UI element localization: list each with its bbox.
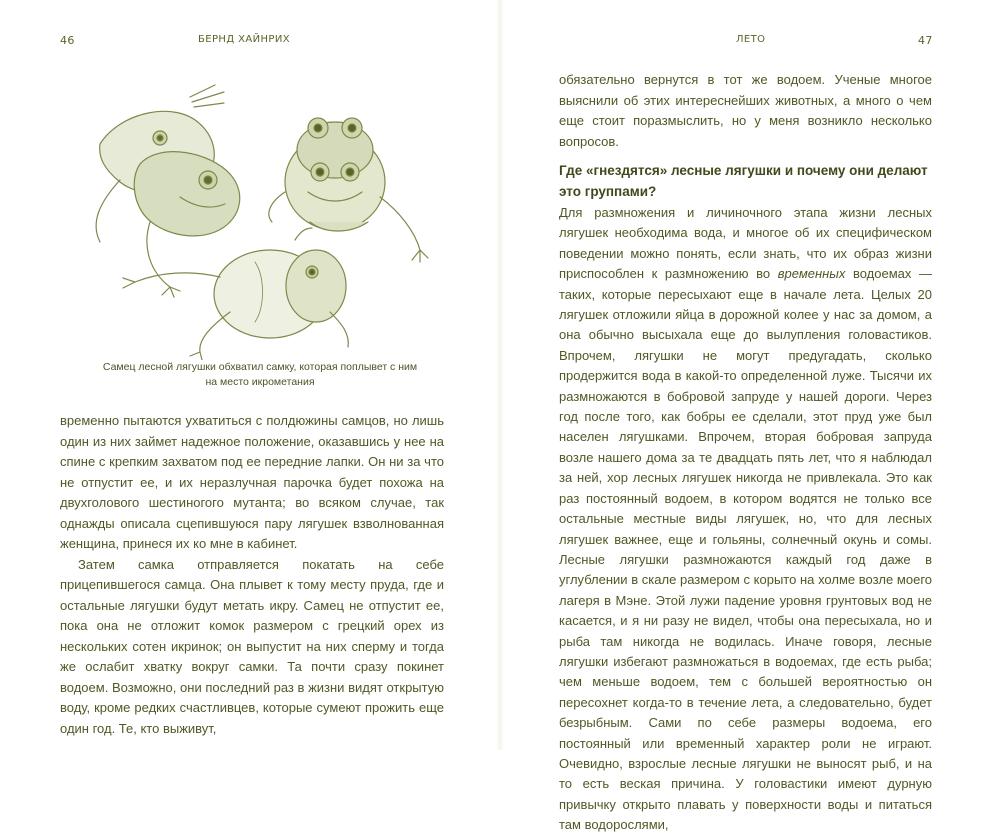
page-number-right: 47 bbox=[918, 34, 933, 47]
left-body-text bbox=[60, 411, 444, 739]
left-paragraph-1: временно пытаются ухватиться с полдюжины самцов, но лишь один из них займет надежное положение, оказавшись у нее на спине с крепким захватом под ее передние лапки. Он ни за что не отпустит ее, и их неразлучная парочка будет похожа на двухголового шестиногого мутанта; во всяком случае, так однажды описала сцепившуюся пару лягушек взволнованная женщина, принеся их ко мне в кабинет. bbox=[60, 413, 444, 551]
figure-caption: Самец лесной лягушки обхватил самку, которая поплывет с ним на место икрометания bbox=[102, 361, 418, 388]
frog-pair-sketch-bottom bbox=[123, 228, 348, 360]
left-paragraph-2: Затем самка отправляется покатать на себе прицепившегося самца. Она плывет к тому месту пруда, где и остальные лягушки будут метать икру. Самец не отпустит ее, пока она не отложит комок размером с грецкий орех из нескольких сотен икринок; он выпустит на них сперму и тогда же ослабит хватку вокруг самки. Та почти сразу покинет водоем. Возможно, они последний раз в жизни видят открытую воду, кроме редких счастливцев, которые сумеют прожить еще один год. Те, кто выживут, bbox=[60, 556, 444, 736]
main-text-part-2: водоемах — таких, которые пересыхают еще в начале лета. Целых 20 лягушек отложили яйца в дорожной колее у нас за домом, а она обычно высыхала еще до вылупления головастиков. Впрочем, лягушки не могут предугадать, сколько продержится вода в какой-то определенной луже. Тысячи их размножаются в бобровой запруде у нашей дороги. Через год после того, как бобры ее сделали, этот пруд уже был населен лягушками. Впрочем, вторая бобровая запруда возле нашего дома за те двадцать пять лет, что я наблюдал за ней, хор лесных лягушек никогда не привлекала. Это как раз постоянный водоем, в котором водятся не только все остальные местные виды лягушек, но, что для лесных лягушек важнее, еще и гольяны, солнечный окунь и сомы. Лесные лягушки размножаются каждый год даже в углублении в скале размером с корыто на холме возле моего лагеря в Мэне. Этой лужи падение уровня грунтовых вод не касается, и я ни разу не видел, чтобы она пересыхала, но и рыба там никогда не водилась. Иначе говоря, лесные лягушки избегают размножаться в водоемах, где есть рыба; чем меньше водоем, тем с большей вероятностью он пересохнет когда-то в течение лета, а следовательно, будет безрыбным. Сами по себе размеры водоема, его постоянный или временный характер роли не играют. Очевидно, взрослые лесные лягушки не выносят рыб, и на то есть веская причина. У головастики имеют дурную привычку открыто плавать у поверхности воды и питаться там водорослями, bbox=[559, 266, 932, 833]
main-text-part-1: Для размножения и личиночного этапа жизни лесных лягушек необходима вода, и многое об их специфическом поведении можно понять, если знать, что их образ жизни приспособлен к размножению во bbox=[559, 205, 932, 282]
running-head-chapter: ЛЕТО bbox=[736, 34, 766, 45]
section-heading: Где «гнездятся» лесные лягушки и почему они делают это группами? bbox=[559, 163, 928, 199]
frog-pair-sketch-right bbox=[269, 118, 428, 262]
page-number-left: 46 bbox=[60, 34, 75, 47]
frog-pair-sketch-left bbox=[96, 85, 240, 297]
main-text-emphasis: временных bbox=[777, 266, 846, 282]
right-main-paragraph bbox=[559, 203, 932, 836]
right-intro-paragraph: обязательно вернутся в тот же водоем. Ученые многое выяснили об этих интереснейших животных, а много о чем еще стоит поразмыслить, но у меня возникло несколько вопросов. bbox=[559, 72, 932, 149]
left-page bbox=[0, 0, 500, 750]
frog-illustration bbox=[80, 72, 440, 360]
running-head-author: БЕРНД ХАЙНРИХ bbox=[198, 34, 290, 45]
